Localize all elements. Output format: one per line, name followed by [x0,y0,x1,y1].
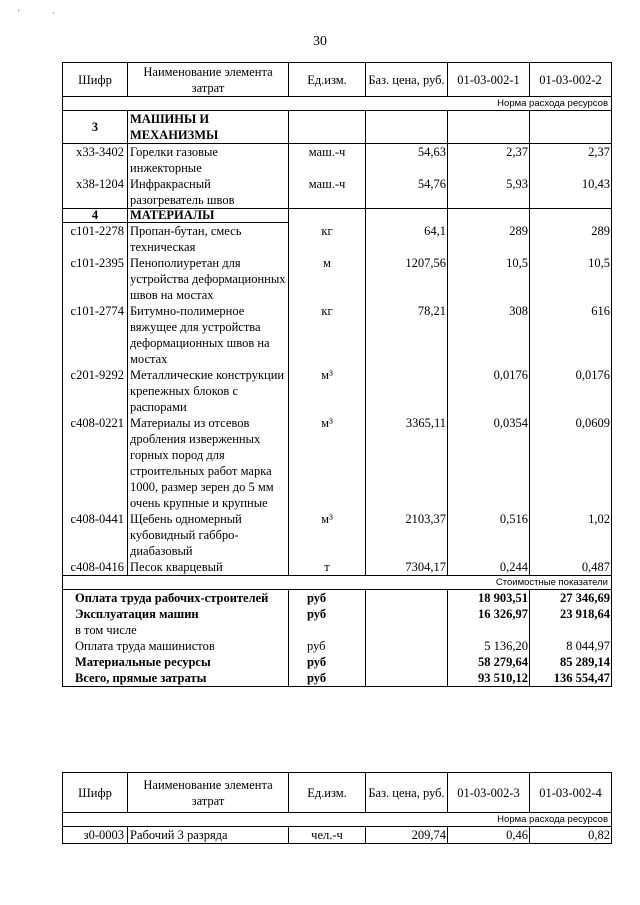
table-row [63,223,612,256]
row-value-1: 0,244 [448,559,530,576]
table-row [63,255,612,303]
table-row [63,303,612,367]
summary-value-1 [448,622,530,638]
row-unit: чел.-ч [289,827,366,844]
summary-row [63,638,612,654]
row-price: 78,21 [366,303,448,367]
row-price: 64,1 [366,223,448,256]
summary-row [63,590,612,607]
summary-name: Оплата труда машинистов [63,638,289,654]
row-value-2: 0,0609 [530,415,612,511]
row-price: 7304,17 [366,559,448,576]
row-price [366,367,448,415]
row-value-1: 5,93 [448,176,530,209]
summary-name: Материальные ресурсы [63,654,289,670]
row-unit: м³ [289,511,366,559]
row-value-2: 10,43 [530,176,612,209]
norm-label: Норма расхода ресурсов [63,813,612,827]
summary-value-2: 27 346,69 [530,590,612,607]
row-value-2: 0,487 [530,559,612,576]
header-code: Шифр [63,63,128,97]
summary-unit [289,622,366,638]
table-row [63,827,612,844]
row-value-2: 0,0176 [530,367,612,415]
resource-table-1 [62,62,612,687]
corner-mark: ' [18,8,20,18]
row-value-2: 616 [530,303,612,367]
summary-value-2: 8 044,97 [530,638,612,654]
cost-label: Стоимостные показатели [63,576,612,590]
section-title: МАШИНЫ И МЕХАНИЗМЫ [128,111,289,144]
summary-value-2: 23 918,64 [530,606,612,622]
row-code: c201-9292 [63,367,128,415]
row-name: Горелки газовые инжекторные [128,144,289,177]
table-row [63,559,612,576]
row-unit: м³ [289,367,366,415]
section-code: 4 [63,209,128,223]
table-row [63,176,612,209]
table-row [63,511,612,559]
summary-unit: руб [289,590,366,607]
row-unit: кг [289,223,366,256]
summary-unit: руб [289,654,366,670]
row-name: Инфракрасный разогреватель швов [128,176,289,209]
row-unit: м³ [289,415,366,511]
header-unit: Ед.изм. [289,63,366,97]
norm-label: Норма расхода ресурсов [63,97,612,111]
row-name: Песок кварцевый [128,559,289,576]
row-value-1: 0,0354 [448,415,530,511]
row-price: 209,74 [366,827,448,844]
section-header [63,209,612,223]
row-name: Пропан-бутан, смесь техническая [128,223,289,256]
summary-name: в том числе [63,622,289,638]
summary-value-2 [530,622,612,638]
summary-row [63,670,612,687]
row-code: c101-2278 [63,223,128,256]
summary-value-1: 16 326,97 [448,606,530,622]
summary-value-2: 85 289,14 [530,654,612,670]
table-row [63,367,612,415]
header-name: Наименование элемента затрат [128,63,289,97]
row-code: c408-0441 [63,511,128,559]
summary-name: Эксплуатация машин [63,606,289,622]
row-value-1: 308 [448,303,530,367]
row-name: Щебень одномерный кубовидный габбро-диабазовый [128,511,289,559]
row-unit: маш.-ч [289,176,366,209]
table-row [63,415,612,511]
summary-unit: руб [289,606,366,622]
row-value-2: 0,82 [530,827,612,844]
summary-name: Всего, прямые затраты [63,670,289,687]
header-price: Баз. цена, руб. [366,773,448,813]
row-value-1: 0,0176 [448,367,530,415]
header-col2: 01-03-002-2 [530,63,612,97]
row-name: Пенополиуретан для устройства деформационных швов на мостах [128,255,289,303]
row-name: Металлические конструкции крепежных блоков с распорами [128,367,289,415]
row-value-2: 1,02 [530,511,612,559]
section-code: 3 [63,111,128,144]
header-col1: 01-03-002-3 [448,773,530,813]
row-price: 54,63 [366,144,448,177]
summary-unit: руб [289,670,366,687]
row-code: c408-0416 [63,559,128,576]
row-value-1: 10,5 [448,255,530,303]
row-price: 2103,37 [366,511,448,559]
row-value-2: 10,5 [530,255,612,303]
row-unit: маш.-ч [289,144,366,177]
summary-value-2: 136 554,47 [530,670,612,687]
row-value-1: 2,37 [448,144,530,177]
section-title: МАТЕРИАЛЫ [128,209,289,223]
page-number: 30 [313,34,327,49]
summary-row [63,654,612,670]
row-code: c101-2774 [63,303,128,367]
row-unit: кг [289,303,366,367]
header-name: Наименование элемента затрат [128,773,289,813]
row-code: з0-0003 [63,827,128,844]
row-value-2: 289 [530,223,612,256]
row-price: 3365,11 [366,415,448,511]
row-name: Рабочий 3 разряда [128,827,289,844]
summary-value-1: 93 510,12 [448,670,530,687]
row-price: 1207,56 [366,255,448,303]
row-code: c101-2395 [63,255,128,303]
summary-value-1: 18 903,51 [448,590,530,607]
resource-table-2 [62,772,612,844]
row-name: Битумно-полимерное вяжущее для устройства деформационных швов на мостах [128,303,289,367]
row-value-1: 0,46 [448,827,530,844]
row-unit: м [289,255,366,303]
corner-mark: · [52,8,55,18]
header-unit: Ед.изм. [289,773,366,813]
row-code: x38-1204 [63,176,128,209]
row-code: x33-3402 [63,144,128,177]
row-code: c408-0221 [63,415,128,511]
header-col1: 01-03-002-1 [448,63,530,97]
header-col2: 01-03-002-4 [530,773,612,813]
row-unit: т [289,559,366,576]
row-price: 54,76 [366,176,448,209]
summary-value-1: 58 279,64 [448,654,530,670]
summary-value-1: 5 136,20 [448,638,530,654]
row-value-2: 2,37 [530,144,612,177]
header-code: Шифр [63,773,128,813]
summary-row [63,606,612,622]
summary-row [63,622,612,638]
table-row [63,144,612,177]
summary-unit: руб [289,638,366,654]
row-value-1: 289 [448,223,530,256]
section-header [63,111,612,144]
row-value-1: 0,516 [448,511,530,559]
header-price: Баз. цена, руб. [366,63,448,97]
summary-name: Оплата труда рабочих-строителей [63,590,289,607]
row-name: Материалы из отсевов дробления изверженных горных пород для строительных работ марка 1000, размер зерен до 5 мм очень крупные и крупные [128,415,289,511]
